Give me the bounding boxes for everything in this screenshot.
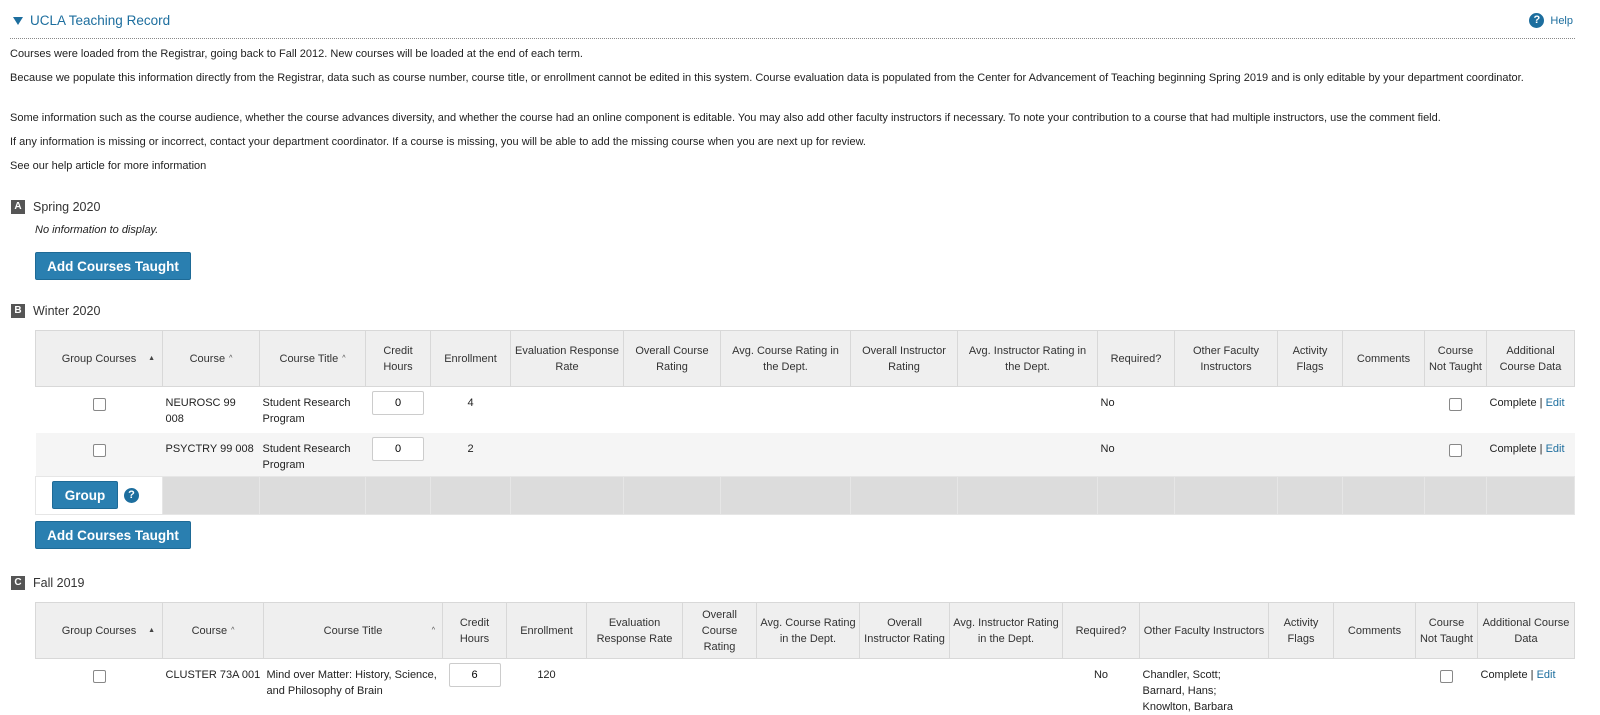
help-label: Help: [1550, 15, 1573, 27]
col-activity-flags: Activity Flags: [1278, 331, 1343, 387]
term-header-fall: [11, 576, 84, 590]
col-eval-response-rate: Evaluation Response Rate: [511, 331, 624, 387]
other-faculty-value: [1175, 387, 1278, 433]
col-activity-flags: Activity Flags: [1269, 603, 1334, 659]
term-name: Winter 2020: [33, 304, 100, 318]
term-header-winter: [11, 304, 100, 318]
additional-data-cell: Complete | Edit: [1478, 659, 1575, 715]
col-course-title[interactable]: Course Title ^: [260, 331, 366, 387]
col-required: Required?: [1063, 603, 1140, 659]
col-comments: Comments: [1334, 603, 1416, 659]
col-avg-course-rating: Avg. Course Rating in the Dept.: [757, 603, 860, 659]
enrollment-value: 2: [431, 433, 511, 477]
col-avg-instructor-rating: Avg. Instructor Rating in the Dept.: [958, 331, 1098, 387]
table-row: [36, 659, 1575, 715]
col-credit-hours: Credit Hours: [443, 603, 507, 659]
not-taught-checkbox[interactable]: [1449, 444, 1462, 457]
not-taught-checkbox[interactable]: [1440, 670, 1453, 683]
term-letter: C: [11, 576, 25, 590]
col-additional-data: Additional Course Data: [1478, 603, 1575, 659]
required-value: No: [1063, 659, 1140, 715]
credit-hours-input[interactable]: [372, 437, 424, 461]
no-info-message: No information to display.: [35, 224, 158, 236]
col-comments: Comments: [1343, 331, 1425, 387]
course-title: Student Research Program: [260, 433, 366, 477]
term-header-spring: [11, 200, 100, 214]
course-code: PSYCTRY 99 008: [163, 433, 260, 477]
required-value: No: [1098, 387, 1175, 433]
sort-icon[interactable]: ^: [432, 623, 435, 639]
other-faculty-value: Chandler, Scott; Barnard, Hans; Knowlton, Barbara: [1140, 659, 1269, 715]
col-group-courses[interactable]: Group Courses ▲: [36, 603, 163, 659]
course-code: CLUSTER 73A 001: [163, 659, 264, 715]
other-faculty-value: [1175, 433, 1278, 477]
col-credit-hours: Credit Hours: [366, 331, 431, 387]
add-courses-button-winter[interactable]: Add Courses Taught: [35, 521, 191, 549]
table-footer-row: [36, 477, 1575, 515]
status-text: Complete: [1490, 397, 1537, 409]
group-checkbox[interactable]: [93, 398, 106, 411]
required-value: No: [1098, 433, 1175, 477]
section-title: UCLA Teaching Record: [30, 13, 170, 28]
term-name: Spring 2020: [33, 200, 100, 214]
col-overall-instructor-rating: Overall Instructor Rating: [860, 603, 950, 659]
col-course[interactable]: Course ^: [163, 603, 264, 659]
group-checkbox[interactable]: [93, 670, 106, 683]
edit-link[interactable]: Edit: [1546, 443, 1565, 455]
intro-paragraph: If any information is missing or incorrect, contact your department coordinator. If a course is missing, you will be able to add the missing course when you are next up for review.: [10, 134, 1540, 150]
sort-icon[interactable]: ^: [231, 623, 234, 639]
col-avg-course-rating: Avg. Course Rating in the Dept.: [721, 331, 851, 387]
credit-hours-input[interactable]: [372, 391, 424, 415]
edit-link[interactable]: Edit: [1546, 397, 1565, 409]
table-row: [36, 387, 1575, 433]
credit-hours-input[interactable]: [449, 663, 501, 687]
col-course[interactable]: Course ^: [163, 331, 260, 387]
intro-paragraph: Because we populate this information directly from the Registrar, data such as course number, course title, or enrollment cannot be edited in this system. Course evaluation data is populated from the Center for Advancement of Teaching beginning Spring 2019 and is only editable by your department coordinator.: [10, 70, 1540, 86]
group-checkbox[interactable]: [93, 444, 106, 457]
sort-icon[interactable]: ^: [229, 351, 232, 367]
col-eval-response-rate: Evaluation Response Rate: [587, 603, 683, 659]
table-header-row: [36, 331, 1575, 387]
col-course-not-taught: Course Not Taught: [1425, 331, 1487, 387]
group-button[interactable]: Group: [52, 481, 118, 509]
col-required: Required?: [1098, 331, 1175, 387]
col-avg-instructor-rating: Avg. Instructor Rating in the Dept.: [950, 603, 1063, 659]
col-enrollment: Enrollment: [507, 603, 587, 659]
additional-data-cell: Complete | Edit: [1487, 387, 1575, 433]
col-group-courses[interactable]: Group Courses ▲: [36, 331, 163, 387]
enrollment-value: 120: [507, 659, 587, 715]
intro-paragraph: Courses were loaded from the Registrar, going back to Fall 2012. New courses will be loaded at the end of each term.: [10, 46, 1540, 62]
sort-icon[interactable]: ▲: [148, 623, 155, 639]
intro-paragraph: Some information such as the course audience, whether the course advances diversity, and whether the course had an online component is editable. You may also add other faculty instructors if necessary. To note your contribution to a course that had multiple instructors, use the comment field.: [10, 110, 1540, 126]
col-other-faculty: Other Faculty Instructors: [1175, 331, 1278, 387]
edit-link[interactable]: Edit: [1537, 669, 1556, 681]
col-overall-course-rating: Overall Course Rating: [624, 331, 721, 387]
col-course-not-taught: Course Not Taught: [1416, 603, 1478, 659]
help-link[interactable]: [1529, 13, 1573, 28]
col-additional-data: Additional Course Data: [1487, 331, 1575, 387]
term-letter: B: [11, 304, 25, 318]
additional-data-cell: Complete | Edit: [1487, 433, 1575, 477]
col-overall-course-rating: Overall Course Rating: [683, 603, 757, 659]
col-other-faculty: Other Faculty Instructors: [1140, 603, 1269, 659]
sort-icon[interactable]: ▲: [148, 351, 155, 367]
enrollment-value: 4: [431, 387, 511, 433]
winter-courses-table: [35, 330, 1575, 515]
help-article-link[interactable]: See our help article for more information: [10, 158, 1540, 174]
status-text: Complete: [1481, 669, 1528, 681]
course-title: Student Research Program: [260, 387, 366, 433]
col-course-title[interactable]: Course Title ^: [264, 603, 443, 659]
status-text: Complete: [1490, 443, 1537, 455]
term-name: Fall 2019: [33, 576, 84, 590]
add-courses-button-spring[interactable]: Add Courses Taught: [35, 252, 191, 280]
not-taught-checkbox[interactable]: [1449, 398, 1462, 411]
collapse-triangle-icon[interactable]: [13, 17, 23, 25]
course-title: Mind over Matter: History, Science, and Philosophy of Brain: [264, 659, 443, 715]
section-header[interactable]: [10, 10, 1575, 39]
fall-courses-table: [35, 602, 1575, 715]
col-overall-instructor-rating: Overall Instructor Rating: [851, 331, 958, 387]
group-help-icon[interactable]: ?: [124, 488, 139, 503]
sort-icon[interactable]: ^: [342, 351, 345, 367]
course-code: NEUROSC 99 008: [163, 387, 260, 433]
table-row: [36, 433, 1575, 477]
term-letter: A: [11, 200, 25, 214]
help-icon: ?: [1529, 13, 1544, 28]
col-enrollment: Enrollment: [431, 331, 511, 387]
table-header-row: [36, 603, 1575, 659]
